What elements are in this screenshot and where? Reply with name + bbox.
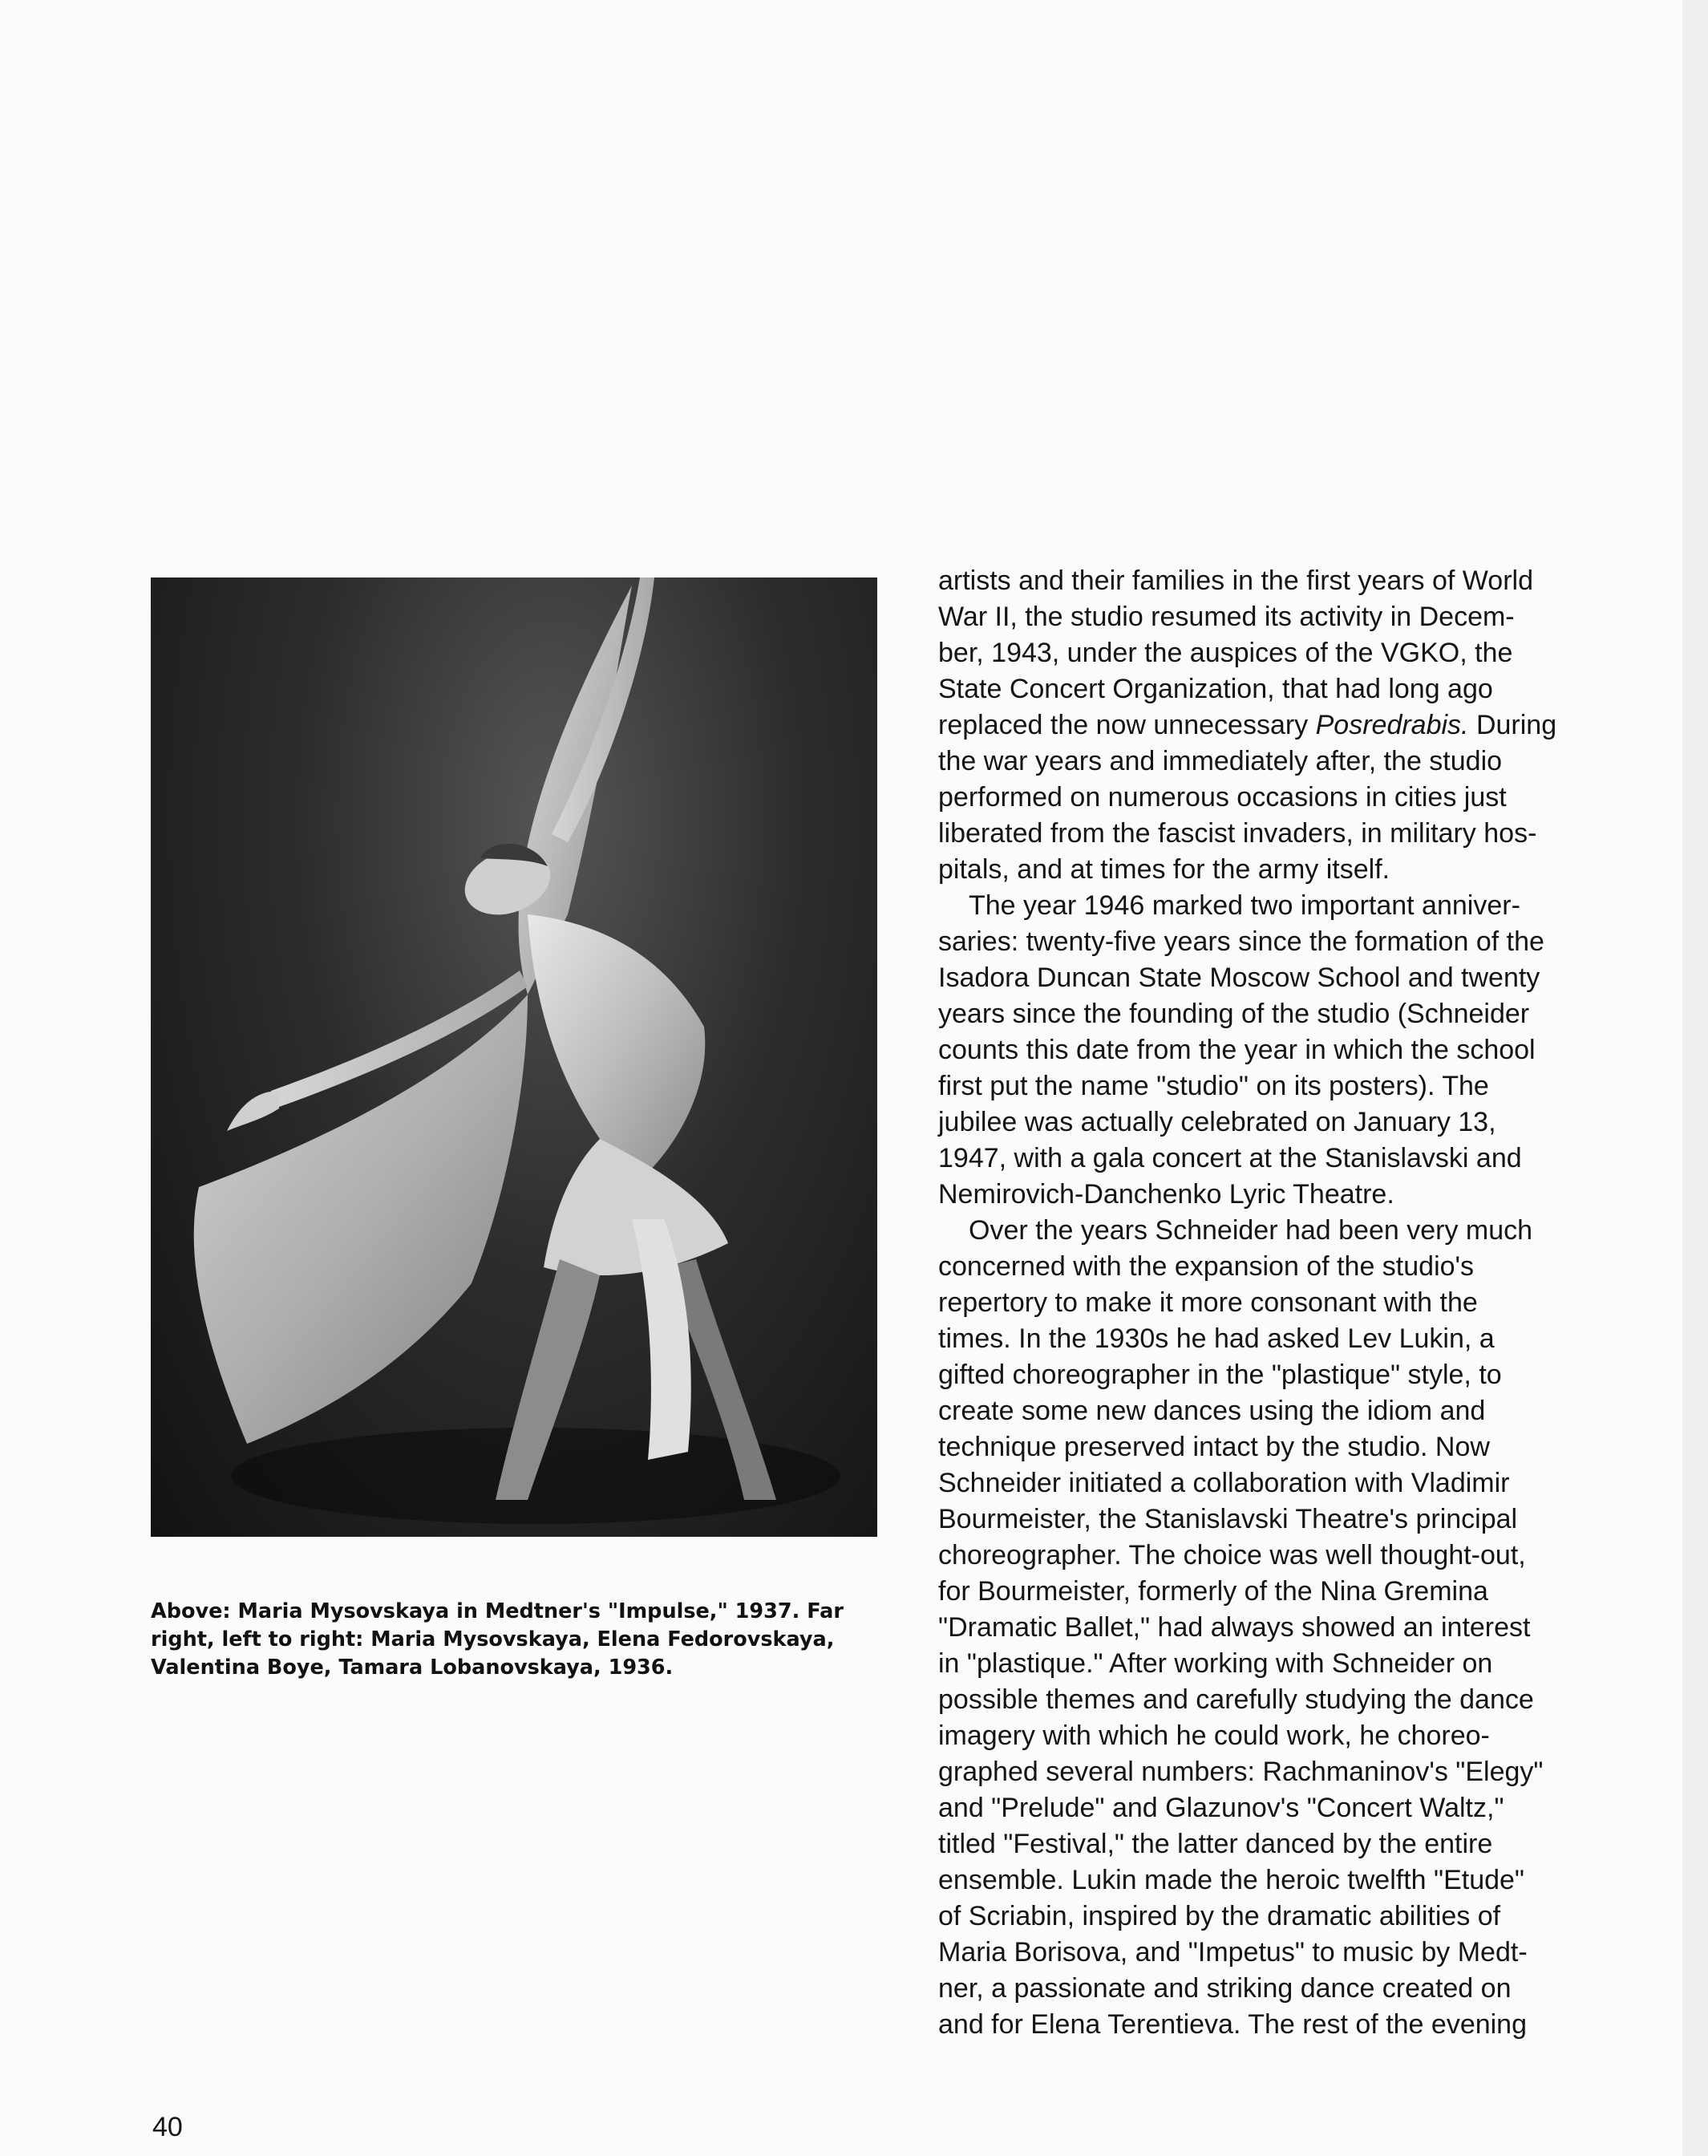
body-text-line [938, 1682, 1673, 1718]
body-text-line [938, 1068, 1673, 1104]
body-text-segment: times. In the 1930s he had asked Lev Lukin, a [938, 1323, 1495, 1354]
body-text-line [938, 1899, 1673, 1935]
body-text-segment: liberated from the fascist invaders, in military hos- [938, 818, 1537, 849]
body-text-segment: War II, the studio resumed its activity in Decem- [938, 602, 1515, 632]
body-text-segment: concerned with the expansion of the studio's [938, 1251, 1475, 1282]
body-text-segment: Maria Borisova, and "Impetus" to music by Medt- [938, 1937, 1528, 1968]
body-text-segment: and "Prelude" and Glazunov's "Concert Waltz," [938, 1793, 1504, 1823]
body-text-line [938, 563, 1673, 599]
body-text-segment: create some new dances using the idiom and [938, 1396, 1486, 1426]
body-text-line [938, 1213, 1673, 1249]
body-text-segment: "Dramatic Ballet," had always showed an interest [938, 1612, 1531, 1643]
body-text-line [938, 1321, 1673, 1357]
body-text-segment: for Bourmeister, formerly of the Nina Gremina [938, 1576, 1488, 1607]
body-text-line [938, 780, 1673, 816]
body-text-segment: ber, 1943, under the auspices of the VGKO, the [938, 638, 1513, 668]
body-text-line [938, 924, 1673, 960]
body-text-line [938, 1754, 1673, 1790]
italic-term: Posredrabis. [1315, 710, 1469, 740]
page-edge-shadow [1682, 0, 1708, 2156]
body-text-line [938, 1971, 1673, 2007]
body-text-line [938, 1429, 1673, 1465]
body-text-line [938, 599, 1673, 635]
body-text-segment: of Scriabin, inspired by the dramatic abilities of [938, 1901, 1501, 1931]
body-text-segment: ner, a passionate and striking dance created on [938, 1973, 1512, 2004]
body-text-line [938, 2007, 1673, 2043]
body-text-line [938, 960, 1673, 996]
body-text-line [938, 1032, 1673, 1068]
body-text-segment: artists and their families in the first years of World [938, 565, 1533, 596]
body-text-line [938, 816, 1673, 852]
body-text-segment: graphed several numbers: Rachmaninov's "Elegy" [938, 1757, 1544, 1787]
body-text-segment: performed on numerous occasions in cities just [938, 782, 1507, 813]
body-text-line [938, 1826, 1673, 1862]
body-text-line [938, 744, 1673, 780]
body-text-line [938, 852, 1673, 888]
body-text-segment: repertory to make it more consonant with the [938, 1287, 1478, 1318]
body-text-line [938, 1465, 1673, 1502]
body-text-line [938, 1935, 1673, 1971]
body-text-line [938, 1104, 1673, 1141]
body-text-line [938, 1718, 1673, 1754]
body-text-line [938, 1393, 1673, 1429]
dancer-figure-illustration [151, 578, 877, 1537]
caption-line: Valentina Boye, Tamara Lobanovskaya, 1936. [151, 1656, 674, 1680]
body-text-line [938, 1177, 1673, 1213]
body-text-segment: imagery with which he could work, he choreo- [938, 1720, 1490, 1751]
body-text-segment: Isadora Duncan State Moscow School and twenty [938, 962, 1540, 993]
body-text-segment: years since the founding of the studio (Schneider [938, 999, 1530, 1029]
body-text-segment: 1947, with a gala concert at the Stanislavski and [938, 1143, 1522, 1173]
dancer-photograph [151, 578, 877, 1537]
body-text-line [938, 996, 1673, 1032]
body-text-line [938, 1285, 1673, 1321]
body-text-line [938, 1862, 1673, 1899]
body-text-segment: Schneider initiated a collaboration with Vladimir [938, 1468, 1510, 1498]
body-text-segment: Over the years Schneider had been very much [969, 1215, 1533, 1246]
body-text-segment: titled "Festival," the latter danced by the entire [938, 1829, 1493, 1859]
page-number: 40 [152, 2112, 183, 2142]
body-text-segment: Nemirovich-Danchenko Lyric Theatre. [938, 1179, 1394, 1210]
body-text-segment: technique preserved intact by the studio. Now [938, 1432, 1490, 1462]
body-text-segment: counts this date from the year in which the school [938, 1035, 1536, 1065]
body-text-segment: replaced the now unnecessary [938, 710, 1316, 740]
article-body-text [938, 563, 1673, 2043]
body-text-segment: ensemble. Lukin made the heroic twelfth "Etude" [938, 1865, 1524, 1895]
body-text-line [938, 1249, 1673, 1285]
body-text-line [938, 1357, 1673, 1393]
body-text-segment: pitals, and at times for the army itself. [938, 854, 1390, 885]
body-text-segment: The year 1946 marked two important anniver- [969, 890, 1520, 921]
body-text-segment: gifted choreographer in the "plastique" style, to [938, 1360, 1502, 1390]
body-text-segment: and for Elena Terentieva. The rest of the evening [938, 2009, 1528, 2040]
body-text-segment: possible themes and carefully studying the dance [938, 1684, 1534, 1715]
body-text-segment: saries: twenty-five years since the formation of the [938, 926, 1544, 957]
body-text-segment: State Concert Organization, that had long ago [938, 674, 1493, 704]
body-text-segment: jubilee was actually celebrated on January 13, [938, 1107, 1496, 1137]
photo-caption [151, 1598, 877, 1682]
body-text-line [938, 1790, 1673, 1826]
body-text-line [938, 1574, 1673, 1610]
body-text-line [938, 1646, 1673, 1682]
body-text-line [938, 1141, 1673, 1177]
caption-line: right, left to right: Maria Mysovskaya, Elena Fedorovskaya, [151, 1627, 835, 1651]
body-text-line [938, 707, 1673, 744]
body-text-line [938, 1502, 1673, 1538]
body-text-segment: choreographer. The choice was well thought-out, [938, 1540, 1526, 1570]
body-text-line [938, 671, 1673, 707]
body-text-segment: Bourmeister, the Stanislavski Theatre's principal [938, 1504, 1518, 1534]
body-text-segment: first put the name "studio" on its posters). The [938, 1071, 1489, 1101]
body-text-segment: the war years and immediately after, the studio [938, 746, 1503, 776]
body-text-line [938, 888, 1673, 924]
body-text-line [938, 1610, 1673, 1646]
caption-line: Above: Maria Mysovskaya in Medtner's "Impulse," 1937. Far [151, 1599, 844, 1623]
body-text-line [938, 1538, 1673, 1574]
body-text-line [938, 635, 1673, 671]
body-text-segment: During [1468, 710, 1557, 740]
body-text-segment: in "plastique." After working with Schneider on [938, 1648, 1493, 1679]
